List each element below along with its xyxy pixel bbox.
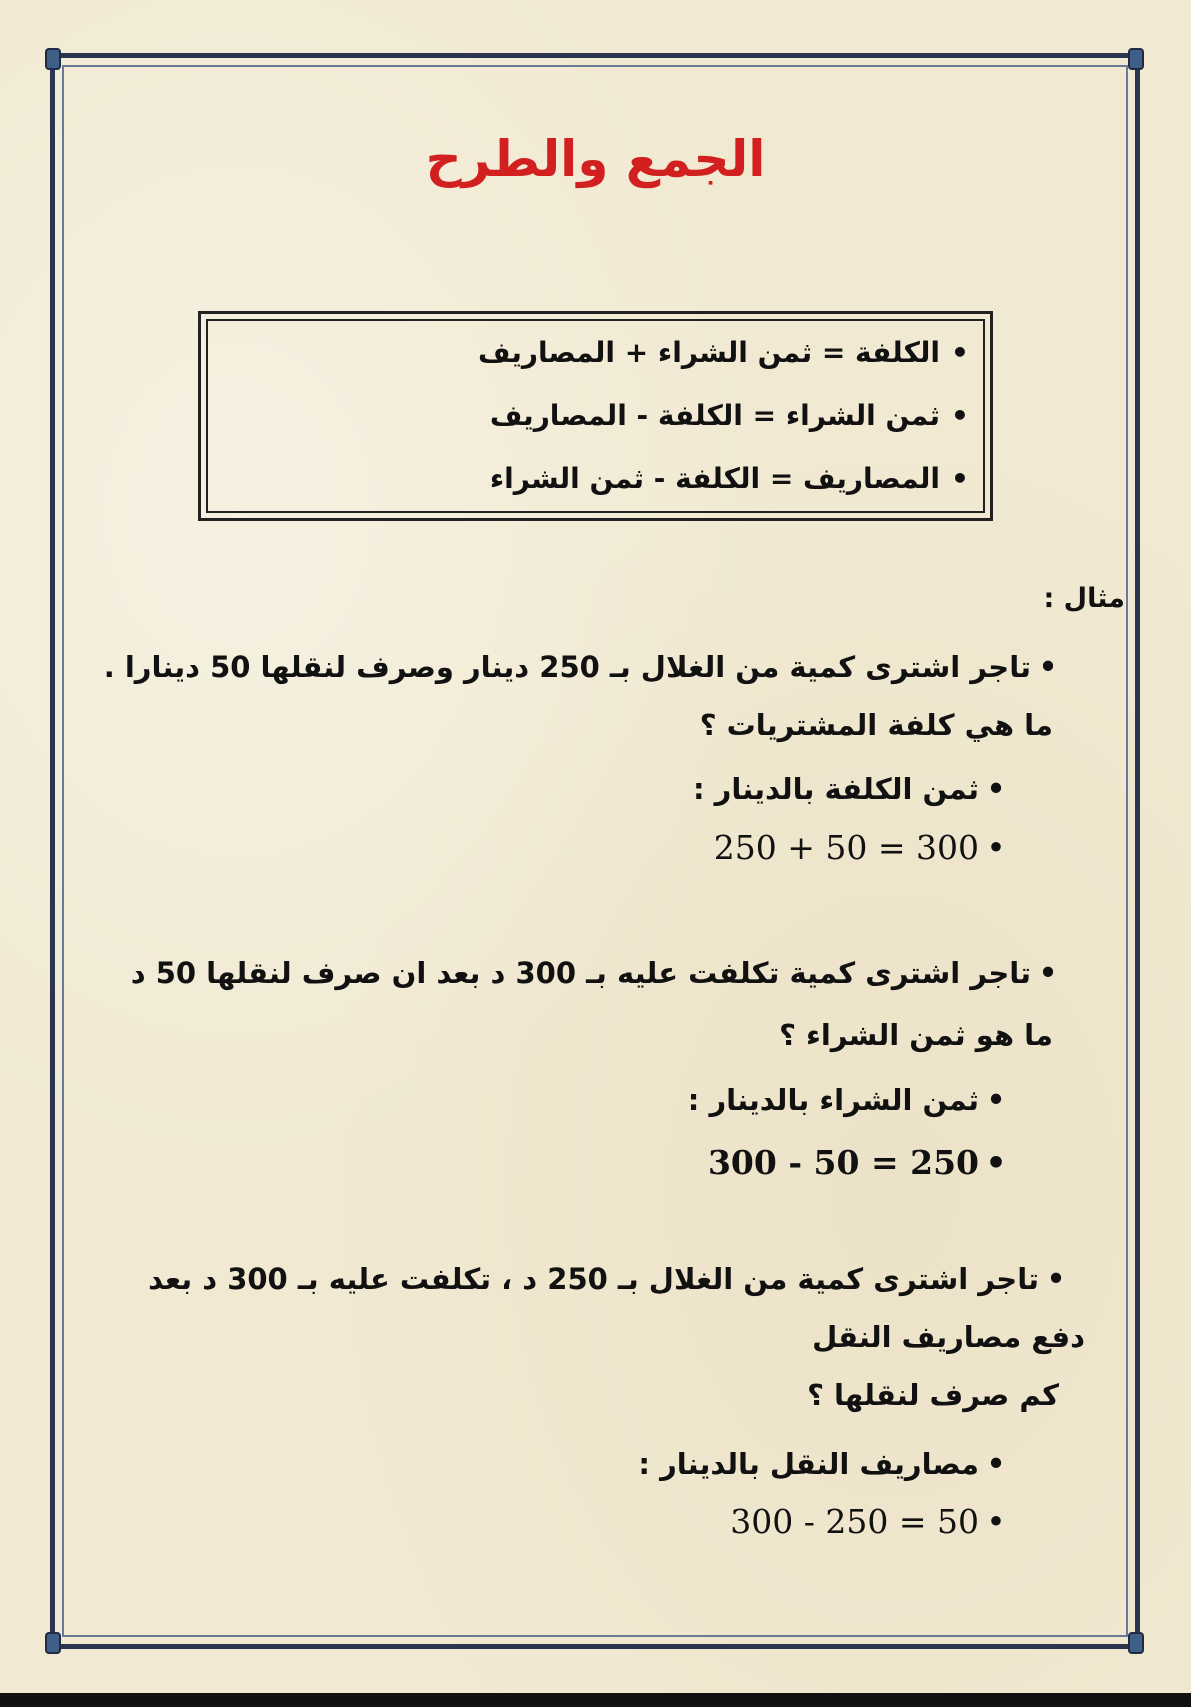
bottom-edge: [0, 1693, 1191, 1707]
example-label: مثال :: [1043, 583, 1125, 614]
answer-equation: •250 = 50 - 300: [708, 1143, 1013, 1182]
answer-equation: •50 = 250 - 300: [730, 1502, 1013, 1541]
rule-item: •ثمن الشراء = الكلفة - المصاريف: [201, 399, 980, 432]
example-question: •تاجر اشترى كمية من الغلال بـ 250 د ، تكلفت عليه بـ 300 د بعد: [148, 1262, 1073, 1296]
answer-label: •ثمن الكلفة بالدينار :: [693, 772, 1013, 806]
bullet-icon: •: [951, 399, 969, 432]
bullet-icon: •: [986, 1083, 1006, 1117]
corner-ornament: [1128, 1632, 1144, 1654]
bullet-icon: •: [951, 462, 969, 495]
rule-item: •المصاريف = الكلفة - ثمن الشراء: [201, 462, 980, 495]
bullet-icon: •: [1038, 956, 1058, 990]
answer-label: •ثمن الشراء بالدينار :: [688, 1083, 1013, 1117]
example-question-continued: كم صرف لنقلها ؟: [807, 1378, 1059, 1412]
rules-box: [198, 311, 993, 521]
answer-label: •مصاريف النقل بالدينار :: [638, 1447, 1013, 1481]
bullet-icon: •: [1038, 650, 1058, 684]
bullet-icon: •: [951, 336, 969, 369]
bullet-icon: •: [986, 772, 1006, 806]
corner-ornament: [45, 1632, 61, 1654]
bullet-icon: •: [985, 1143, 1007, 1182]
corner-ornament: [1128, 48, 1144, 70]
bullet-icon: •: [1046, 1262, 1066, 1296]
rule-item: •الكلفة = ثمن الشراء + المصاريف: [201, 336, 980, 369]
answer-equation: •300 = 50 + 250: [714, 828, 1013, 867]
bullet-icon: •: [986, 1447, 1006, 1481]
example-question: •تاجر اشترى كمية من الغلال بـ 250 دينار وصرف لنقلها 50 دينارا .: [104, 650, 1065, 684]
bullet-icon: •: [986, 828, 1006, 867]
example-question-continued: دفع مصاريف النقل: [812, 1320, 1085, 1354]
page-title: الجمع والطرح: [425, 130, 766, 188]
bullet-icon: •: [986, 1502, 1006, 1541]
example-question-continued: ما هو ثمن الشراء ؟: [779, 1018, 1053, 1052]
example-question: •تاجر اشترى كمية تكلفت عليه بـ 300 د بعد ان صرف لنقلها 50 د: [131, 956, 1065, 990]
example-question-continued: ما هي كلفة المشتريات ؟: [699, 708, 1053, 742]
corner-ornament: [45, 48, 61, 70]
